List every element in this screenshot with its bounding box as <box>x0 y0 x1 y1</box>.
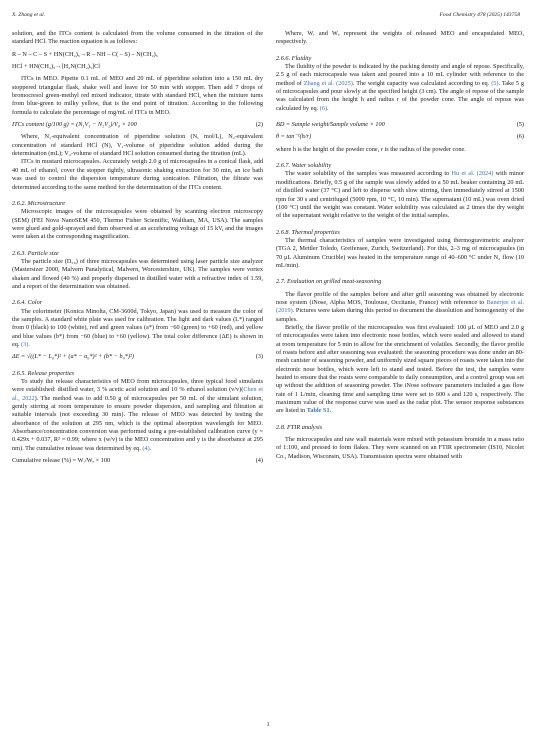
table-reference-link[interactable]: Table S1 <box>306 407 330 415</box>
section-heading-2-7: 2.7. Evaluation on grilled meat-seasoning <box>276 278 382 286</box>
equation-5 <box>276 121 524 129</box>
paragraph-text: . Pictures were taken during this period to document the dissolution and homogeneity of the samples. <box>276 307 524 323</box>
equation-2 <box>12 121 263 129</box>
paragraph-text: The flavor profile of the samples before and after grill seasoning was obtained by electronic nose system (iNose, Alpha MOS, Toulouse, Occitanie, France) with reference to <box>276 290 524 306</box>
paragraph: The microcapsules and raw wall materials were mixed with potassium bromide in a mass ratio of 1:100, and pressed to form flakes. They were scanned on an FTIR spectrometer (IS10, Nicolet Co., Madison, Wisconsin, USA). Transmission spectra were obtained with <box>276 436 524 460</box>
citation-link[interactable]: Chen et al., 2022 <box>12 386 263 402</box>
paragraph: ITCs in MEO. Pipette 0.1 mL of MEO and 20 mL of piperidine solution into a 150 mL dry stoppered triangular flask, shake well and leave for 50 min with stopper. Then add 7 drops of bromocresol green-methyl red mixed indicator, titrate with standard HCl, when the mixture turns from blue-green to milky yellow, that is the end point of titration. According to the following formula to calculate the percentage of mg/mL of ITCs in MEO. <box>12 75 263 116</box>
equation-reference-link[interactable]: (4) <box>142 444 150 452</box>
paragraph <box>276 291 524 324</box>
paragraph: where h is the height of the powder cone, r is the radius of the powder cone. <box>276 145 466 153</box>
paragraph: The particle size (D₅₀) of three microcapsules was determined using laser particle size analyzer (Mastersizer 2000, Malvern Panalytical, Malvern, Worcestershire, UK). The samples were vortex shaken and flowed (40 %) and properly dispersed in distilled water with a refractive index of 1.59, and a report of the determination was obtained. <box>12 257 263 290</box>
equation-5-body: BD = Sample weight/Sample volume × 100 <box>276 121 385 129</box>
equation-2-number: (2) <box>255 121 263 129</box>
running-header-authors: X. Zhang et al. <box>12 12 46 18</box>
paragraph-text: . <box>329 407 332 415</box>
paragraph-text: To study the release characteristics of MEO from microcapsules, three typical food simulants were established: distilled water, 3 % acetic acid solution and 10 % ethanol solution (v/v)( <box>12 378 263 394</box>
equation-6-body: θ = tan⁻¹(h/r) <box>276 133 312 141</box>
paragraph-text: ). The method was to add 0.50 g of microcapsules per 50 mL of the simulant solution, gently stirring at room temperature to ensure powder dispersion, and sampling and filtration at suitable intervals (not exceeding 30 min). The release of MEO was detected by testing the absorbance of the solution at 295 nm, which is the optimal absorption wavelength for MEO. Absorbance/concentration conversion was performed using a pre-established calibration curve (y = 0.429x + 0.037, R² = 0.99; where x (w/v) is the MEO concentration and y is the absorbance at 295 nm). The cumulative release was determined by eq. <box>12 394 263 452</box>
section-heading-2-6-7: 2.6.7. Water solubility <box>276 162 332 170</box>
equation-3-number: (3) <box>255 353 263 361</box>
equation-3-body: ΔE = √((L* − L₀*)² + (a* − a₀*)² + (b* − b₀*)²) <box>12 353 134 361</box>
paragraph: ITCs in mustard microcapsules. Accurately weigh 2.0 g of microcapsules in a conical flask, add 40 mL of ethanol, cover the stopper tightly, ultrasonic shaking extraction for 30 min, an ice bath was used to control the dispersion temperature during sonication. Filtration, the filtrate was determined according to the same method for the determination of the ITCs content. <box>12 158 263 191</box>
citation-link[interactable]: Zhang et al. (2025) <box>303 79 353 87</box>
paragraph: Where, N₁-equivalent concentration of piperidine solution (N, mol/L), N₂-equivalent concentration of standard HCl (N), V₁-volume of piperidine solution added during the determination (mL); V₂-volume of standard HCl solution consumed during the titration (mL). <box>12 133 263 158</box>
paragraph: The thermal characteristics of samples were investigated using thermogravimetric analyzer (TGA 2, Mettler Toledo, Greifensee, Zurich, Switzerland). For this, 2–3 mg of microcapsules (in 70 μL Aluminum Crucible) was heated in the temperature range of 40–600 °C under N₂ flow (10 mL/min). <box>276 236 524 269</box>
paragraph-text: The water solubility of the samples was measured according to <box>285 170 450 178</box>
paragraph: The fluidity of the powder is indicated by the packing density and angle of repose. Specifically, 2.5 g of each microcapsule was taken and poured into a 10 mL cylinder with reference to the method of Zhang et al. (2025). The weight capacity was calculated according to eq. (5). Take 5 g of microcapsules and pour slowly at the specified height (3 cm). The angle of repose of the sample was calculated from the height h and radius r of the powder cone. The angle of repose was calculated by eq. (6). <box>276 63 525 112</box>
page-number: 3 <box>266 722 270 728</box>
section-heading-2-6-2: 2.6.2. Microstructure <box>12 199 66 207</box>
paragraph: Where, Wᵣ and Wₑ represent the weights of released MEO and encapsulated MEO, respectively. <box>276 30 524 46</box>
paragraph <box>276 170 524 220</box>
paragraph-text: The fluidity of the powder is indicated by the packing density and angle of repose. Specifically, 2.5 g of each microcapsule was taken and poured into a 10 mL cylinder with reference to the method of <box>276 63 524 87</box>
equation-5-number: (5) <box>516 121 524 129</box>
paragraph: solution, and the ITCs content is calculated from the volume consumed in the titration of the standard HCl. The reaction equation is as follows: <box>12 30 263 46</box>
section-heading-2-6-4: 2.6.4. Color <box>12 299 43 307</box>
left-column <box>12 30 263 465</box>
citation-link[interactable]: Banerjee et al. (2019) <box>276 298 524 315</box>
equation-4 <box>12 457 263 465</box>
section-heading-2-8: 2.8. FTIR analysis <box>276 423 323 431</box>
paragraph-text: with minor modifications. Briefly, 0.5 g of the sample was slowly added to a 50 mL beaker containing 20 mL of distilled water (37 °C) and left to disperse with slow stirring, then immediately stirred at 1500 rpm for 30 s and centrifuged (5000 rpm, 10 °C, 10 min). The supernatant (10 mL) was oven dried (100 °C) until the weight was constant. Water solubility was calculated as 2 times the dry weight of the supernatant weight relative to the weight of the initial samples. <box>276 170 525 220</box>
equation-reference-link[interactable]: (3). <box>21 341 30 348</box>
equation-6-number: (6) <box>516 133 524 141</box>
equation-6 <box>276 133 524 141</box>
right-column <box>276 30 524 461</box>
equation-4-body: Cumulative release (%) = Wᵣ/Wₑ × 100 <box>12 457 111 465</box>
section-heading-2-6-8: 2.6.8. Thermal properties <box>276 228 340 236</box>
paragraph: Microscopic images of the microcapsules were obtained by scanning electron microscopy (SEM) (FEI Nova NanoSEM 450, Thermo Fisher Scientific, Waltham, MA, USA). The samples were glued and gold-sprayed and then observed at an accelerating voltage of 15 kV, and the images were taken at the corresponding magnification. <box>12 208 263 241</box>
equation-3 <box>12 353 263 361</box>
section-heading-2-6-3: 2.6.3. Particle size <box>12 249 59 257</box>
paragraph <box>12 308 263 350</box>
paragraph-text: . Take 5 g of microcapsules and pour slowly at the specified height (3 cm). The angle of repose of the sample was calculated from the height h and radius r of the powder cone. The angle of repose was calculated by eq. <box>276 79 525 112</box>
equation-reference-link[interactable]: (6) <box>319 104 328 112</box>
reaction-equation-2: HCl + HN(CH₂)₅→[H₂N(CH₂)₅]Cl <box>12 63 101 71</box>
equation-4-number: (4) <box>255 457 263 465</box>
reaction-equation-1: R – N – C – S + HN(CH₂)₅→R – NH – C( – S) – N(CH₂)₅ <box>12 50 158 58</box>
paragraph: To study the release characteristics of MEO from microcapsules, three typical food simulants were established: distilled water, 3 % acetic acid solution and 10 % ethanol solution (v/v)(Chen et al., 2022). The method was to add 0.50 g of microcapsules per 50 mL of the simulant solution, gently stirring at room temperature to ensure powder dispersion, and sampling and filtration at suitable intervals (not exceeding 30 min). The release of MEO was detected by testing the absorbance of the solution at 295 nm, which is the optimal absorption wavelength for MEO. Absorbance/concentration conversion was performed using a pre-established calibration curve (y = 0.429x + 0.037, R² = 0.99; where x (w/v) is the MEO concentration and y is the absorbance at 295 nm). The cumulative release was determined by eq. (4). <box>12 378 263 452</box>
paragraph-text: Briefly, the flavor profile of the microcapsules was first evaluated: 100 μL of MEO and 2.0 g of microcapsules were taken into electronic nose bottles, which were sealed and allowed to stand at room temperature for 5 min to allow for the enrichment of volatiles. Secondly, the flavor profile of roasts before and after seasoning was evaluated: the seasoning procedure was done under an 80-mesh canister of seasoning powder, and uniformly sized square pieces of roasts were taken into the electronic nose bottles, which were left to stand and tested. Before the test, the samples were heated to ensure that the roasts were comparable to daily consumption, and a control group was set up without the addition of seasoning powder. The iNose software parameters included a gas flow rate of 1 L/min, cleaning time and sampling time were set to 600 s and 120 s, respectively. The maximum value of the response curve was used as the radar plot. The sensor response substances are listed in <box>276 323 524 415</box>
section-heading-2-6-5: 2.6.5. Release properties <box>12 369 75 377</box>
paragraph <box>276 324 524 416</box>
paragraph-text: . The weight capacity was calculated according to eq. <box>352 79 490 87</box>
running-header-journal: Food Chemistry 478 (2025) 143758 <box>439 12 520 18</box>
citation-link[interactable]: Hu et al. (2024) <box>451 170 494 178</box>
equation-reference-link[interactable]: (5) <box>491 79 499 87</box>
section-heading-2-6-6: 2.6.6. Fluidity <box>276 54 312 62</box>
equation-2-body: ITCs content (g/100 g) = (N₁V₁ − N₂V₂)/V₀ × 100 <box>12 121 137 129</box>
paragraph-text: The colorimeter (Konica Minolta, CM-3600d, Tokyo, Japan) was used to measure the color of the samples. A standard white plate was used for calibration. The light and dark values (L*) ranged from 0 (black) to 100 (white), red and green values (a*) from −60 (green) to +60 (red), and yellow and blue values (b*) from −60 (blue) to +60 (yellow). The total color difference (ΔE) is shown in eq. <box>12 307 263 348</box>
